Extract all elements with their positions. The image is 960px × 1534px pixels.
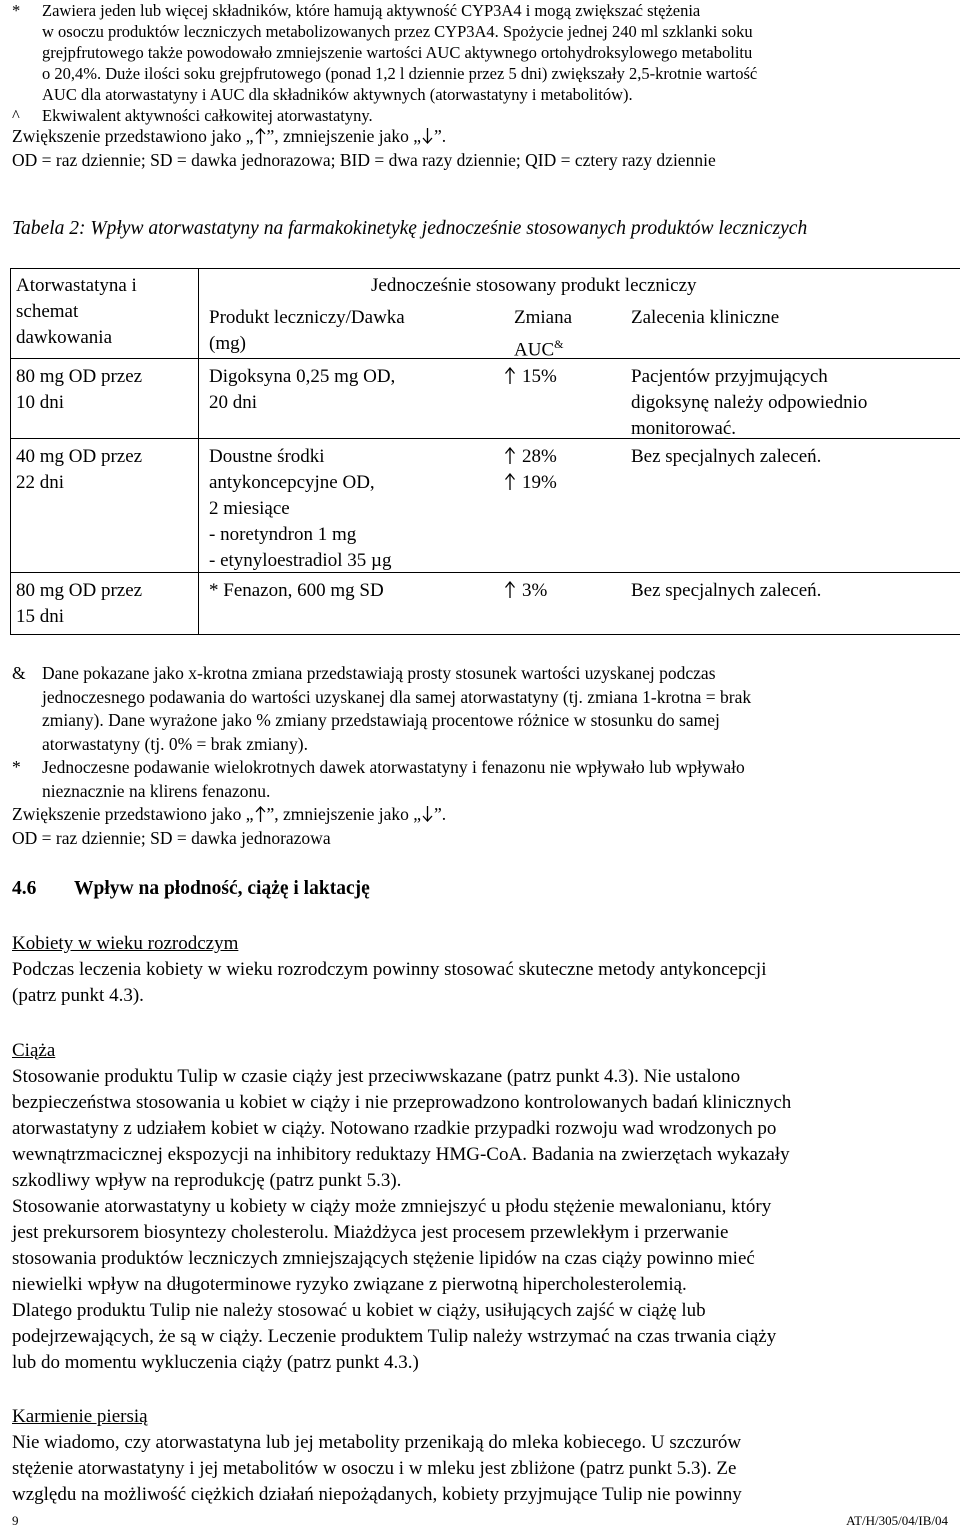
note-line: jednoczesnego podawania do wartości uzyskanej dla samej atorwastatyny (tj. zmiana 1-krotna = brak (42, 686, 752, 707)
caret-note (12, 105, 952, 126)
subsection-pregnancy (12, 1038, 957, 1376)
section-heading: 4.6 Wpływ na płodność, ciążę i laktację (12, 878, 370, 899)
col-header-advice: Zalecenia kliniczne (631, 307, 780, 328)
arrow-up-icon (504, 367, 516, 384)
subsection-heading: Kobiety w wieku rozrodczym (12, 933, 239, 954)
col-header-auc: Zmiana AUC& (514, 307, 573, 361)
paragraph-line: atorwastatyny z udziałem kobiet w ciąży. Notowano rzadkie przypadki rozwoju wad wrodzonych po (12, 1118, 777, 1139)
note-line: zmiany). Dane wyrażone jako % zmiany przedstawiają procentowe różnice w stosunku do samej (42, 710, 720, 730)
note-line: Zawiera jeden lub więcej składników, które hamują aktywność CYP3A4 i mogą zwiększać stężenia (42, 1, 701, 20)
note-line: grejpfrutowego także powodowało zmniejszenie wartości AUC aktywnego ortohydroksylowego metabolitu (42, 43, 753, 62)
star-note (12, 756, 952, 803)
paragraph-line: Nie wiadomo, czy atorwastatyna lub jej metabolity przenikają do mleka kobiecego. U szczurów (12, 1432, 742, 1453)
subsection-women (12, 931, 957, 1009)
paragraph-line: wewnątrzmacicznej ekspozycji na inhibitory reduktazy HMG-CoA. Badania na zwierzętach wykazały (12, 1144, 790, 1165)
table-row-2-change: 28% 19% (504, 444, 557, 496)
subsection-heading: Karmienie piersią (12, 1406, 148, 1427)
paragraph-line: stężenie atorwastatyny i jej metabolitów w osoczu i w mleku jest zbliżone (patrz punkt 5.3). Ze (12, 1458, 737, 1479)
star-note-text (42, 0, 952, 105)
paragraph-line: stosowania produktów leczniczych zmniejszających stężenie lipidów na czas ciąży powinno mieć (12, 1248, 755, 1269)
note-line: nieznacznie na klirens fenazonu. (42, 780, 271, 801)
amp-note (12, 662, 952, 756)
note-mark: ^ (12, 106, 20, 125)
table-row-3-product: * Fenazon, 600 mg SD (209, 580, 384, 601)
top-footnotes (12, 0, 952, 171)
caret-note-text: Ekwiwalent aktywności całkowitej atorwastatyny. (42, 106, 373, 125)
col-header-regimen: Atorwastatyna i schemat dawkowania (16, 275, 137, 348)
arrow-up-icon (504, 473, 516, 490)
arrow-up-icon (504, 447, 516, 464)
note-mark: * (12, 1, 21, 20)
paragraph-line: niewielki wpływ na długoterminowe ryzyko związane z pierwotną hipercholesterolemią. (12, 1274, 687, 1295)
interaction-table (10, 268, 960, 635)
paragraph-line: Stosowanie produktu Tulip w czasie ciąży jest przeciwwskazane (patrz punkt 4.3). Nie ustalono (12, 1066, 741, 1087)
subsection-breastfeeding (12, 1404, 957, 1508)
abbreviations: OD = raz dziennie; SD = dawka jednorazowa; BID = dwa razy dziennie; QID = cztery razy dziennie (12, 150, 716, 170)
table-row-1-regimen: 80 mg OD przez 10 dni (16, 366, 143, 413)
table-divider (11, 358, 960, 359)
paragraph-line: szkodliwy wpływ na reprodukcję (patrz punkt 5.3). (12, 1170, 402, 1191)
note-mark: & (12, 663, 26, 683)
table-row-1-change: 15% (504, 364, 557, 390)
paragraph-line: podejrzewających, że są w ciąży. Leczenie produktem Tulip należy wstrzymać na czas trwania ciąży (12, 1326, 777, 1347)
table-row-2-product: Doustne środki antykoncepcyjne OD, 2 miesiące - noretyndron 1 mg - etynyloestradiol 35 µg (209, 446, 392, 571)
paragraph-line: Podczas leczenia kobiety w wieku rozrodczym powinny stosować skuteczne metody antykoncepcji (12, 959, 767, 980)
arrow-legend: Zwiększenie przedstawiono jako „ ”, zmniejszenie jako „ ”. (12, 804, 447, 824)
note-mark: * (12, 757, 21, 777)
table-footnotes (12, 662, 952, 850)
table-row-1-advice: Pacjentów przyjmujących digoksynę należy odpowiednio monitorować. (631, 366, 868, 439)
table-row-2-advice: Bez specjalnych zaleceń. (631, 446, 822, 467)
arrow-up-icon (255, 128, 266, 144)
page-number: 9 (12, 1513, 19, 1528)
table-row-3-regimen: 80 mg OD przez 15 dni (16, 580, 143, 627)
table-divider (11, 572, 960, 573)
paragraph-line: względu na możliwość ciężkich działań niepożądanych, kobiety przyjmujące Tulip nie powinny (12, 1484, 742, 1505)
paragraph-line: Dlatego produktu Tulip nie należy stosować u kobiet w ciąży, usiłujących zajść w ciążę lub (12, 1300, 706, 1321)
note-line: Dane pokazane jako x-krotna zmiana przedstawiają prosty stosunek wartości uzyskanej podczas (42, 663, 716, 683)
table-row-3-change: 3% (504, 578, 547, 604)
arrow-down-icon (422, 805, 433, 821)
col-header-product: Produkt leczniczy/Dawka (mg) (209, 307, 405, 354)
table-divider (198, 269, 199, 634)
note-line: o 20,4%. Duże ilości soku grejpfrutowego (ponad 1,2 l dziennie przez 5 dni) zwiększały 2,5-krotnie wartość (42, 64, 758, 83)
paragraph-line: Stosowanie atorwastatyny u kobiety w ciąży może zmniejszyć u płodu stężenie mewalonianu, który (12, 1196, 772, 1217)
paragraph-line: jest prekursorem biosyntezy cholesterolu. Miażdżyca jest procesem przewlekłym i przerwanie (12, 1222, 729, 1243)
subsection-heading: Ciąża (12, 1040, 56, 1061)
arrow-up-icon (255, 805, 266, 821)
arrow-legend: Zwiększenie przedstawiono jako „ ”, zmniejszenie jako „ ”. (12, 126, 447, 146)
paragraph-line: bezpieczeństwa stosowania u kobiet w ciąży i nie przeprowadzono kontrolowanych badań klinicznych (12, 1092, 792, 1113)
note-line: w osoczu produktów leczniczych metabolizowanych przez CYP3A4. Spożycie jednej 240 ml szklanki soku (42, 22, 753, 41)
table-row-1-product: Digoksyna 0,25 mg OD, 20 dni (209, 366, 396, 413)
abbreviations: OD = raz dziennie; SD = dawka jednorazowa (12, 827, 331, 848)
document-code: AT/H/305/04/IB/04 (846, 1513, 948, 1528)
note-line: Jednoczesne podawanie wielokrotnych dawek atorwastatyny i fenazonu nie wpływało lub wpływało (42, 757, 745, 777)
arrow-down-icon (422, 128, 433, 144)
table-caption: Tabela 2: Wpływ atorwastatyny na farmakokinetykę jednocześnie stosowanych produktów leczniczych (12, 218, 808, 239)
star-note (12, 0, 952, 105)
paragraph-line: (patrz punkt 4.3). (12, 985, 144, 1006)
paragraph-line: lub do momentu wykluczenia ciąży (patrz punkt 4.3.) (12, 1352, 419, 1373)
note-line: atorwastatyny (tj. 0% = brak zmiany). (42, 733, 308, 754)
arrow-up-icon (504, 581, 516, 598)
group-header: Jednocześnie stosowany produkt leczniczy (371, 275, 697, 296)
table-row-3-advice: Bez specjalnych zaleceń. (631, 580, 822, 601)
note-line: AUC dla atorwastatyny i AUC dla składników aktywnych (atorwastatyny i metabolitów). (42, 85, 633, 104)
table-row-2-regimen: 40 mg OD przez 22 dni (16, 446, 143, 493)
